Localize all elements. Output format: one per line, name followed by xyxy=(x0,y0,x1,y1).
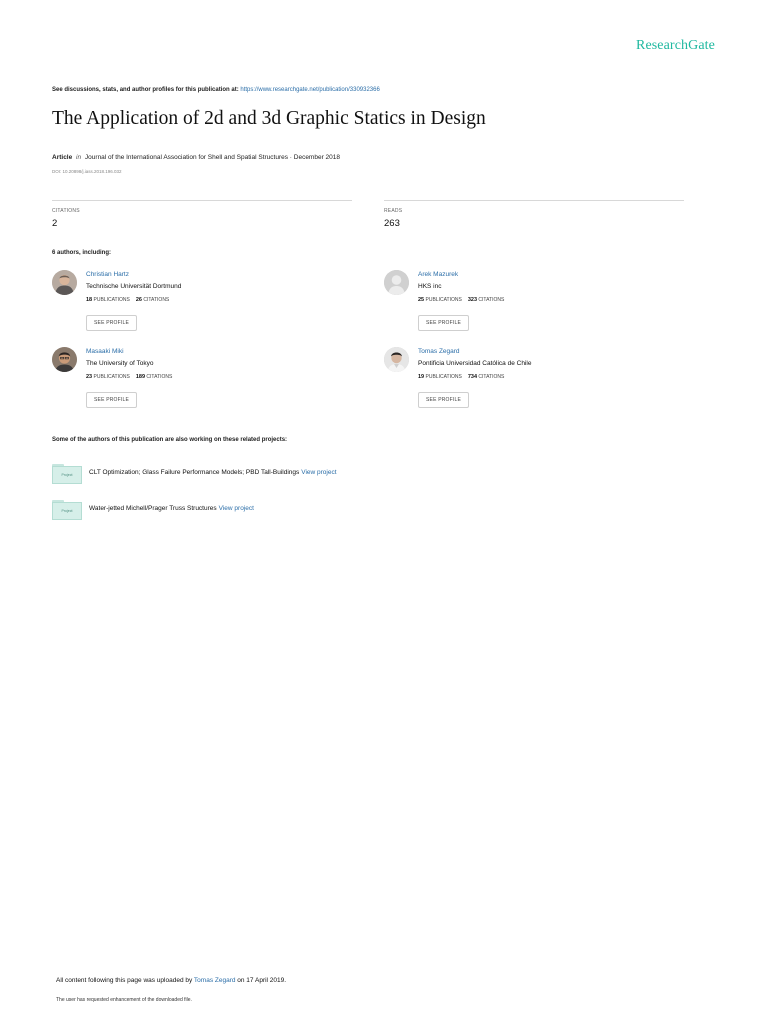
author-institution: Pontificia Universidad Católica de Chile xyxy=(418,360,532,367)
project-icon-label: Project xyxy=(61,473,73,477)
author-name-link[interactable]: Tomas Zegard xyxy=(418,348,460,355)
reads-value: 263 xyxy=(384,218,400,229)
enhancement-note: The user has requested enhancement of the downloaded file. xyxy=(56,997,192,1003)
citations-label: CITATIONS xyxy=(143,297,170,303)
author-card xyxy=(52,347,332,417)
view-project-link[interactable]: View project xyxy=(218,505,254,512)
citations-value: 2 xyxy=(52,218,58,229)
discussion-line xyxy=(52,87,380,93)
citations-label: CITATIONS xyxy=(478,374,505,380)
authors-heading: 6 authors, including: xyxy=(52,250,112,256)
uploaded-suffix: on 17 April 2019. xyxy=(235,977,287,984)
author-name-link[interactable]: Christian Hartz xyxy=(86,271,129,278)
uploaded-by-line xyxy=(56,977,286,984)
reads-label: READS xyxy=(384,208,403,214)
see-profile-button[interactable]: SEE PROFILE xyxy=(418,315,469,331)
author-avatar[interactable] xyxy=(384,347,409,372)
author-card xyxy=(52,270,332,340)
author-stats xyxy=(418,297,504,303)
reads-stat xyxy=(384,200,684,229)
publication-title: The Application of 2d and 3d Graphic Statics in Design xyxy=(52,108,486,129)
see-profile-button[interactable]: SEE PROFILE xyxy=(86,315,137,331)
author-name-link[interactable]: Arek Mazurek xyxy=(418,271,459,278)
project-folder-icon xyxy=(52,464,82,484)
author-avatar-placeholder[interactable] xyxy=(384,270,409,295)
citations-count: 26 xyxy=(135,297,142,303)
publications-count: 25 xyxy=(418,297,425,303)
author-avatar[interactable] xyxy=(52,347,77,372)
project-text xyxy=(89,469,337,476)
author-institution: The University of Tokyo xyxy=(86,360,154,367)
in-word: in xyxy=(76,154,82,161)
uploaded-prefix: All content following this page was uploaded by xyxy=(56,977,194,984)
author-name-link[interactable]: Masaaki Miki xyxy=(86,348,124,355)
publications-count: 23 xyxy=(86,374,93,380)
publications-label: PUBLICATIONS xyxy=(425,374,462,380)
citations-count: 734 xyxy=(467,374,478,380)
publications-label: PUBLICATIONS xyxy=(93,297,130,303)
publication-url-link[interactable]: https://www.researchgate.net/publication/330932366 xyxy=(240,87,380,93)
author-stats xyxy=(86,374,172,380)
citations-count: 189 xyxy=(135,374,146,380)
citations-label: CITATIONS xyxy=(478,297,505,303)
uploader-link[interactable]: Tomas Zegard xyxy=(193,977,236,984)
doi: DOI: 10.20898/j.iass.2018.196.032 xyxy=(52,169,122,174)
publications-count: 18 xyxy=(86,297,93,303)
project-item xyxy=(52,464,502,484)
project-title: Water-jetted Michell/Prager Truss Structures xyxy=(89,505,217,512)
author-card xyxy=(384,347,664,417)
author-stats xyxy=(86,297,169,303)
author-card xyxy=(384,270,664,340)
projects-heading: Some of the authors of this publication are also working on these related projects: xyxy=(52,437,288,443)
publications-label: PUBLICATIONS xyxy=(425,297,462,303)
project-item xyxy=(52,500,502,520)
citations-label: CITATIONS xyxy=(52,208,80,214)
publication-type: Article xyxy=(52,154,73,161)
see-profile-button[interactable]: SEE PROFILE xyxy=(86,392,137,408)
author-institution: HKS inc xyxy=(418,283,442,290)
view-project-link[interactable]: View project xyxy=(301,469,337,476)
project-text xyxy=(89,505,254,512)
see-profile-button[interactable]: SEE PROFILE xyxy=(418,392,469,408)
project-title: CLT Optimization; Glass Failure Performance Models; PBD Tall-Buildings xyxy=(89,469,300,476)
author-stats xyxy=(418,374,504,380)
citations-label: CITATIONS xyxy=(146,374,173,380)
discussion-text: See discussions, stats, and author profiles for this publication at: xyxy=(52,87,241,93)
publications-count: 19 xyxy=(418,374,425,380)
author-institution: Technische Universität Dortmund xyxy=(86,283,182,290)
citations-stat xyxy=(52,200,352,229)
publication-meta xyxy=(52,154,340,161)
project-folder-icon xyxy=(52,500,82,520)
citations-count: 323 xyxy=(467,297,478,303)
journal-name: Journal of the International Association for Shell and Spatial Structures · December 2018 xyxy=(84,154,341,161)
project-icon-label: Project xyxy=(61,509,73,513)
author-avatar[interactable] xyxy=(52,270,77,295)
publications-label: PUBLICATIONS xyxy=(93,374,130,380)
researchgate-logo[interactable]: ResearchGate xyxy=(636,38,715,53)
